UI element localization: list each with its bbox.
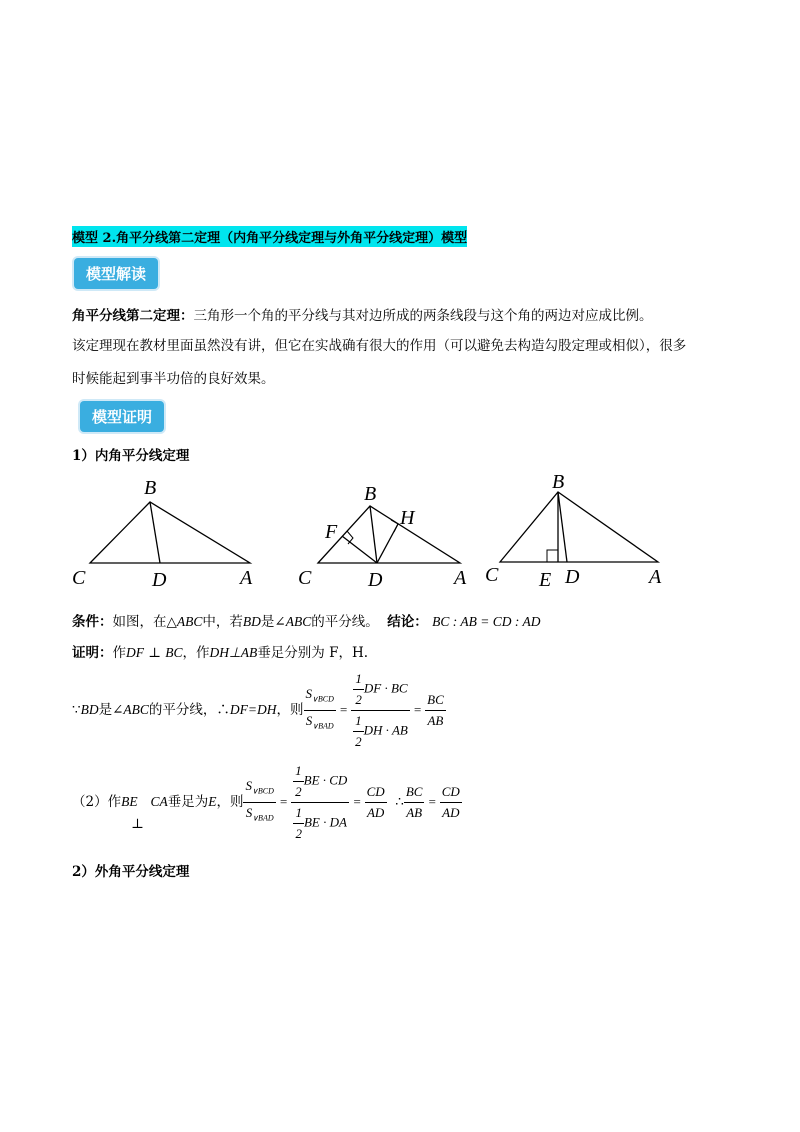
section-2-title: 2）外角平分线定理 <box>72 864 190 880</box>
math-s: S <box>245 777 252 793</box>
side-ratio <box>425 690 446 731</box>
label-d: D <box>152 569 167 591</box>
math-sub: ∨BAD <box>312 721 334 731</box>
half-product-ratio <box>351 669 410 752</box>
label-c: C <box>298 567 312 589</box>
math-be: BE <box>121 794 138 809</box>
math-ad: AD <box>442 804 460 820</box>
math-s: S <box>245 804 253 820</box>
proof-text: 作 <box>112 645 126 661</box>
math-two: 2 <box>355 691 362 707</box>
bisector-bd <box>370 506 377 563</box>
label-b: B <box>144 477 157 499</box>
math-abc: ABC <box>176 614 203 629</box>
because-symbol: ∵ <box>72 702 81 718</box>
proof-text: 垂足分别为 F，H. <box>257 645 369 661</box>
label-a: A <box>649 566 662 588</box>
condition-text: 如图，在△ <box>112 614 177 630</box>
math-cd: CD <box>365 782 387 803</box>
label-b: B <box>552 471 565 493</box>
math-one: 1 <box>293 761 304 782</box>
label-a: A <box>240 567 253 589</box>
math-sub: ∨BCD <box>312 694 334 704</box>
cd-ad-ratio <box>365 782 387 823</box>
be-perp-ca <box>121 792 168 832</box>
label-c: C <box>72 567 86 589</box>
math-two: 2 <box>355 733 362 749</box>
math-bd: BD <box>242 614 261 629</box>
conclusion-label: 结论： <box>387 614 428 630</box>
bisector-bd <box>558 492 567 562</box>
math-abc: ABC <box>285 614 312 629</box>
math-dh-ab: DH⊥AB <box>209 645 258 660</box>
math-df-bc: DF · BC <box>363 679 408 695</box>
label-a: A <box>454 567 467 589</box>
math-bc: BC <box>404 782 425 803</box>
math-df: DF <box>126 645 144 660</box>
therefore-symbol: ∴ <box>395 794 404 810</box>
math-two: 2 <box>295 783 302 799</box>
math-bc: BC <box>425 690 446 711</box>
label-f: F <box>325 521 338 543</box>
condition-text: 的平分线。 <box>311 614 379 630</box>
half-product-ratio <box>291 761 349 844</box>
perp-symbol: ⊥ <box>144 645 166 661</box>
math-two: 2 <box>295 825 302 841</box>
proof-text: 垂足为 <box>167 794 209 810</box>
math-ca: CA <box>150 794 168 809</box>
proof-label: 证明： <box>72 645 113 661</box>
condition-line <box>72 612 540 632</box>
triangle-abc <box>318 506 460 563</box>
math-bc: BC <box>165 645 183 660</box>
math-sub: ∨BAD <box>252 813 274 823</box>
triangle-figures <box>60 470 680 595</box>
triangle-abc <box>90 502 250 563</box>
math-s: S <box>305 685 313 701</box>
math-ab: AB <box>427 712 444 728</box>
proof-text: ，则 <box>276 702 304 718</box>
label-c: C <box>485 564 499 586</box>
theorem-paragraph <box>72 306 653 326</box>
math-bd: BD <box>80 702 99 717</box>
paragraph-line: 时候能起到事半功倍的良好效果。 <box>72 371 275 387</box>
perp-symbol: ⊥ <box>131 816 144 832</box>
proof-text: 是∠ <box>98 702 124 718</box>
label-h: H <box>400 507 415 529</box>
section-1-title: 1）内角平分线定理 <box>72 448 190 464</box>
label-d: D <box>565 566 580 588</box>
proof-line-3: （2）作 BE CA ⊥ 垂足为 E ，则 $\frac{S_{\vee BCD}}{S_{\vee BAD}}$ = $\frac{1}{2}$ BE · CD $\frac{1}{2}$ BE · DA = $\frac{CD}{AD}$ ∴ $\frac{BC}{AB}$ = $\frac{CD}{AD}$ <box>72 767 462 837</box>
theorem-label: 角平分线第二定理： <box>72 308 194 324</box>
math-dh-ab: DH · AB <box>363 721 408 737</box>
math-one: 1 <box>353 669 364 690</box>
math-abc: ABC <box>123 702 149 717</box>
conclusion-formula: BC : AB = CD : AD <box>432 614 541 629</box>
proof-line-1 <box>72 643 368 663</box>
area-ratio <box>304 684 336 736</box>
tag-model-proof: 模型证明 <box>80 401 164 432</box>
theorem-text: 三角形一个角的平分线与其对边所成的两条线段与这个角的两边对应成比例。 <box>193 308 653 324</box>
section-heading: 模型 2.角平分线第二定理（内角平分线定理与外角平分线定理）模型 <box>72 226 467 247</box>
label-e: E <box>539 569 552 591</box>
math-be-cd: BE · CD <box>303 771 348 787</box>
proof-text: ，则 <box>216 794 244 810</box>
bc-ab-ratio <box>404 782 425 823</box>
math-ab: AB <box>406 804 423 820</box>
condition-text: 中，若 <box>202 614 243 630</box>
proof-line-2: ∵ BD 是∠ ABC 的平分线，∴ DF=DH ，则 $\frac{S_{\vee BCD}}{S_{\vee BAD}}$ = $\frac{1}{2}$ DF · BC $\frac{1}{2}$ DH · AB = $\frac{BC}{AB}$ <box>72 675 446 745</box>
label-d: D <box>368 569 383 591</box>
paragraph-line: 该定理现在教材里面虽然没有讲，但它在实战确有很大的作用（可以避免去构造勾股定理或相似），很多 <box>72 338 687 354</box>
math-df-eq-dh: DF=DH <box>229 702 277 717</box>
condition-text: 是∠ <box>260 614 286 630</box>
math-ad: AD <box>366 804 385 820</box>
proof-text: 的平分线，∴ <box>148 702 230 718</box>
label-b: B <box>364 483 377 505</box>
math-e: E <box>208 794 217 809</box>
tag-model-reading: 模型解读 <box>74 258 158 289</box>
math-s: S <box>305 712 313 728</box>
triangle-abc <box>500 492 658 562</box>
figure-2 <box>298 483 467 591</box>
math-cd: CD <box>440 782 462 803</box>
proof-text: （2）作 <box>72 794 122 810</box>
right-angle-f <box>347 531 353 544</box>
math-one: 1 <box>353 711 364 732</box>
figure-1 <box>72 477 253 591</box>
proof-text: ，作 <box>182 645 210 661</box>
math-sub: ∨BCD <box>251 786 274 796</box>
right-angle-e <box>547 550 558 562</box>
figure-3 <box>485 471 662 591</box>
cd-ad-ratio <box>440 782 462 823</box>
math-one: 1 <box>293 803 304 824</box>
area-ratio <box>243 776 275 828</box>
math-be-da: BE · DA <box>303 813 347 829</box>
bisector-bd <box>150 502 160 563</box>
segment-df <box>342 536 377 563</box>
condition-label: 条件： <box>72 614 113 630</box>
right-angle-h <box>391 520 398 532</box>
